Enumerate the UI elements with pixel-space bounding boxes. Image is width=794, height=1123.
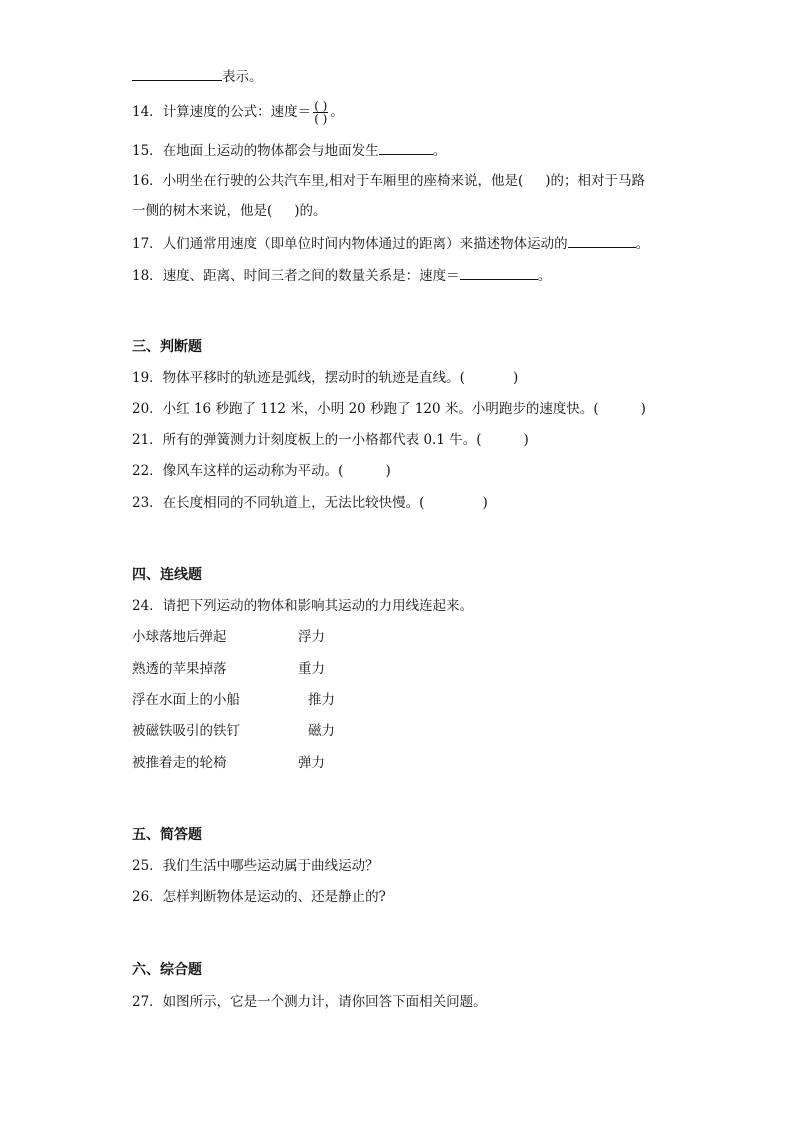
matching-left-item[interactable]: 浮在水面上的小船 <box>132 692 240 708</box>
section-4-heading: 四、连线题 <box>132 567 202 583</box>
question-19: 19．物体平移时的轨迹是弧线，摆动时的轨迹是直线。( ) <box>132 370 519 386</box>
matching-left-item[interactable]: 被磁铁吸引的铁钉 <box>132 723 240 739</box>
question-16-line-2: 一侧的树木来说，他是( )的。 <box>132 203 327 219</box>
matching-left-item[interactable]: 被推着走的轮椅 <box>132 755 227 771</box>
question-26: 26．怎样判断物体是运动的、还是静止的? <box>132 889 386 905</box>
section-5-heading: 五、简答题 <box>132 827 202 843</box>
question-15: 15．在地面上运动的物体都会与地面发生 。 <box>132 140 446 160</box>
question-23: 23．在长度相同的不同轨道上，无法比较快慢。( ) <box>132 495 488 511</box>
question-14: 14．计算速度的公式：速度＝ $\frac{( )}{( )}$ 。 <box>132 99 344 126</box>
answer-blank[interactable] <box>568 233 636 248</box>
question-21: 21．所有的弹簧测力计刻度板上的一小格都代表 0.1 牛。( ) <box>132 432 529 448</box>
matching-right-item[interactable]: 浮力 <box>298 629 325 645</box>
question-18: 18．速度、距离、时间三者之间的数量关系是：速度＝ 。 <box>132 265 551 285</box>
matching-left-item[interactable]: 熟透的苹果掉落 <box>132 661 227 677</box>
section-6-heading: 六、综合题 <box>132 962 202 978</box>
answer-blank[interactable] <box>132 66 222 81</box>
matching-right-item[interactable]: 磁力 <box>308 723 335 739</box>
fraction-denominator[interactable]: ( ) <box>314 112 328 126</box>
answer-blank[interactable] <box>379 140 433 155</box>
q13-tail: 表示。 <box>132 66 263 86</box>
matching-left-item[interactable]: 小球落地后弹起 <box>132 629 227 645</box>
question-17: 17．人们通常用速度（即单位时间内物体通过的距离）来描述物体运动的 。 <box>132 233 649 253</box>
fraction-numerator[interactable]: ( ) <box>314 99 328 113</box>
question-22: 22．像风车这样的运动称为平动。( ) <box>132 463 391 479</box>
speed-formula-fraction <box>313 100 328 125</box>
question-24: 24．请把下列运动的物体和影响其运动的力用线连起来。 <box>132 598 474 614</box>
matching-right-item[interactable]: 弹力 <box>298 755 325 771</box>
question-20: 20．小红 16 秒跑了 112 米，小明 20 秒跑了 120 米。小明跑步的速度快。( ) <box>132 401 646 417</box>
matching-right-item[interactable]: 推力 <box>308 692 335 708</box>
question-16-line-1: 16．小明坐在行驶的公共汽车里,相对于车厢里的座椅来说，他是( )的；相对于马路 <box>132 173 646 189</box>
answer-blank[interactable] <box>460 265 538 280</box>
question-25: 25．我们生活中哪些运动属于曲线运动？ <box>132 858 379 874</box>
matching-right-item[interactable]: 重力 <box>298 661 325 677</box>
section-3-heading: 三、判断题 <box>132 339 202 355</box>
question-27: 27．如图所示，它是一个测力计，请你回答下面相关问题。 <box>132 994 487 1010</box>
